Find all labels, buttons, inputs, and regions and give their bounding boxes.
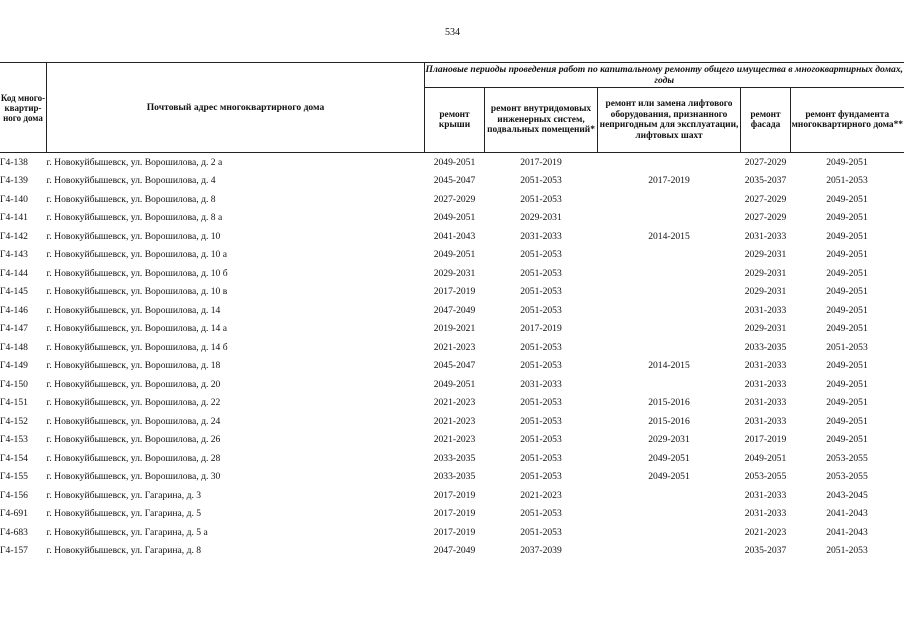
row-code: Г4-155 [0,471,28,483]
row-address: г. Новокуйбышевск, ул. Ворошилова, д. 8 а [46,212,223,224]
row-elevator [598,338,741,357]
row-code: Г4-154 [0,452,28,464]
row-systems: 2017-2019 [520,323,562,335]
row-code: Г4-139 [0,175,28,187]
row-foundation: 2043-2045 [826,489,868,501]
table-row [0,209,904,228]
row-foundation: 2049-2051 [826,434,868,446]
page-number: 534 [445,27,460,38]
row-address: г. Новокуйбышевск, ул. Гагарина, д. 3 [46,489,202,501]
row-elevator [598,264,741,283]
row-elevator: 2014-2015 [648,230,690,242]
table-row [0,246,904,265]
row-foundation: 2049-2051 [826,415,868,427]
row-facade: 2029-2031 [744,286,787,298]
row-facade: 2035-2037 [744,175,787,187]
row-address: г. Новокуйбышевск, ул. Ворошилова, д. 22 [46,397,221,409]
table-row [0,505,904,524]
row-roof: 2021-2023 [433,397,476,409]
row-systems: 2051-2053 [520,360,562,372]
table-row [0,468,904,487]
row-elevator [598,486,741,505]
row-facade: 2029-2031 [744,249,787,261]
row-address: г. Новокуйбышевск, ул. Ворошилова, д. 4 [46,175,216,187]
row-address: г. Новокуйбышевск, ул. Ворошилова, д. 10 а [46,249,227,261]
row-code: Г4-140 [0,193,28,205]
header-code: Код много-квартир-ного дома [0,63,47,153]
row-code: Г4-691 [0,508,28,520]
row-systems: 2029-2031 [520,212,562,224]
row-address: г. Новокуйбышевск, ул. Ворошилова, д. 10 б [46,267,228,279]
row-elevator: 2017-2019 [648,175,690,187]
row-elevator: 2015-2016 [648,397,690,409]
row-elevator [598,301,741,320]
table-row [0,264,904,283]
row-code: Г4-148 [0,341,28,353]
row-roof: 2045-2047 [433,175,476,187]
table-header [0,63,904,153]
row-roof: 2047-2049 [433,304,476,316]
row-address: г. Новокуйбышевск, ул. Ворошилова, д. 20 [46,378,221,390]
table-row [0,357,904,376]
row-code: Г4-144 [0,267,28,279]
row-roof: 2033-2035 [433,452,476,464]
row-elevator: 2015-2016 [648,415,690,427]
row-facade: 2017-2019 [744,434,787,446]
row-code: Г4-141 [0,212,28,224]
row-address: г. Новокуйбышевск, ул. Ворошилова, д. 18 [46,360,221,372]
row-address: г. Новокуйбышевск, ул. Ворошилова, д. 8 [46,193,216,205]
row-systems: 2051-2053 [520,397,562,409]
row-facade: 2049-2051 [744,452,787,464]
row-roof: 2019-2021 [433,323,476,335]
row-facade: 2027-2029 [744,212,787,224]
row-foundation: 2049-2051 [826,156,868,168]
table-row [0,449,904,468]
row-elevator [598,246,741,265]
header-elevator: ремонт или замена лифтового оборудования, признанного непригодным для эксплуатации, лифтовых шахт [598,88,741,153]
row-code: Г4-683 [0,526,28,538]
row-foundation: 2049-2051 [826,378,868,390]
row-roof: 2017-2019 [433,286,476,298]
table-row [0,412,904,431]
row-code: Г4-138 [0,156,28,168]
row-facade: 2031-2033 [744,489,787,501]
row-foundation: 2049-2051 [826,286,868,298]
row-roof: 2017-2019 [433,508,476,520]
row-code: Г4-145 [0,286,28,298]
row-foundation: 2049-2051 [826,249,868,261]
row-roof: 2049-2051 [433,249,476,261]
row-facade: 2031-2033 [744,415,787,427]
row-elevator: 2014-2015 [648,360,690,372]
row-systems: 2051-2053 [520,193,562,205]
row-address: г. Новокуйбышевск, ул. Гагарина, д. 8 [46,545,202,557]
row-address: г. Новокуйбышевск, ул. Ворошилова, д. 28 [46,452,221,464]
row-elevator [598,505,741,524]
row-roof: 2049-2051 [433,212,476,224]
row-code: Г4-153 [0,434,28,446]
row-foundation: 2041-2043 [826,508,868,520]
table-row [0,301,904,320]
row-address: г. Новокуйбышевск, ул. Ворошилова, д. 2 а [46,156,223,168]
row-code: Г4-156 [0,489,28,501]
row-code: Г4-149 [0,360,28,372]
row-code: Г4-152 [0,415,28,427]
row-code: Г4-150 [0,378,28,390]
table-row [0,375,904,394]
row-foundation: 2051-2053 [826,341,868,353]
row-address: г. Новокуйбышевск, ул. Ворошилова, д. 14 [46,304,221,316]
row-elevator [598,209,741,228]
row-elevator [598,153,741,172]
table-row [0,338,904,357]
table-row [0,172,904,191]
repair-schedule-table [0,62,904,560]
row-systems: 2051-2053 [520,267,562,279]
header-address: Почтовый адрес многоквартирного дома [47,63,425,153]
row-roof: 2033-2035 [433,471,476,483]
row-foundation: 2053-2055 [826,452,868,464]
row-facade: 2031-2033 [744,378,787,390]
row-systems: 2031-2033 [520,230,562,242]
row-facade: 2053-2055 [744,471,787,483]
row-foundation: 2051-2053 [826,175,868,187]
row-roof: 2049-2051 [433,156,476,168]
row-address: г. Новокуйбышевск, ул. Ворошилова, д. 10 [46,230,221,242]
row-code: Г4-143 [0,249,28,261]
row-roof: 2029-2031 [433,267,476,279]
row-systems: 2051-2053 [520,508,562,520]
row-facade: 2027-2029 [744,156,787,168]
row-foundation: 2049-2051 [826,212,868,224]
table-row [0,394,904,413]
header-periods: Плановые периоды проведения работ по капитальному ремонту общего имущества в многоквартирных домах, годы [425,64,904,86]
header-foundation: ремонт фундамента многоквартирного дома** [791,109,903,130]
row-address: г. Новокуйбышевск, ул. Ворошилова, д. 14 а [46,323,227,335]
row-address: г. Новокуйбышевск, ул. Ворошилова, д. 14 б [46,341,228,353]
row-roof: 2045-2047 [433,360,476,372]
row-systems: 2051-2053 [520,286,562,298]
row-systems: 2051-2053 [520,304,562,316]
row-elevator: 2049-2051 [648,471,690,483]
row-foundation: 2049-2051 [826,267,868,279]
row-elevator [598,283,741,302]
row-elevator [598,542,741,561]
row-foundation: 2049-2051 [826,323,868,335]
row-roof: 2047-2049 [433,545,476,557]
table-body [0,153,904,561]
row-roof: 2017-2019 [433,489,476,501]
row-code: Г4-157 [0,545,28,557]
table-row [0,190,904,209]
row-systems: 2051-2053 [520,175,562,187]
row-code: Г4-146 [0,304,28,316]
table-row [0,523,904,542]
row-systems: 2051-2053 [520,249,562,261]
row-facade: 2021-2023 [744,526,787,538]
row-systems: 2017-2019 [520,156,562,168]
row-roof: 2041-2043 [433,230,476,242]
table-row [0,486,904,505]
row-systems: 2051-2053 [520,452,562,464]
row-facade: 2029-2031 [744,323,787,335]
header-systems: ремонт внутридомовых инженерных систем, подвальных помещений* [485,88,598,153]
row-systems: 2037-2039 [520,545,562,557]
row-foundation: 2049-2051 [826,304,868,316]
row-foundation: 2049-2051 [826,230,868,242]
header-roof: ремонт крыши [425,88,485,153]
row-systems: 2031-2033 [520,378,562,390]
row-systems: 2051-2053 [520,415,562,427]
row-facade: 2031-2033 [744,508,787,520]
row-roof: 2017-2019 [433,526,476,538]
row-foundation: 2049-2051 [826,193,868,205]
row-address: г. Новокуйбышевск, ул. Гагарина, д. 5 [46,508,202,520]
row-facade: 2027-2029 [744,193,787,205]
row-roof: 2021-2023 [433,341,476,353]
row-address: г. Новокуйбышевск, ул. Ворошилова, д. 10 в [46,286,228,298]
row-roof: 2027-2029 [433,193,476,205]
table-row [0,431,904,450]
row-code: Г4-151 [0,397,28,409]
row-roof: 2021-2023 [433,434,476,446]
row-facade: 2031-2033 [744,304,787,316]
row-roof: 2021-2023 [433,415,476,427]
row-elevator [598,523,741,542]
row-facade: 2033-2035 [744,341,787,353]
row-foundation: 2053-2055 [826,471,868,483]
row-address: г. Новокуйбышевск, ул. Гагарина, д. 5 а [46,526,208,538]
table-row [0,320,904,339]
row-elevator [598,320,741,339]
table-row [0,227,904,246]
row-systems: 2051-2053 [520,471,562,483]
row-facade: 2029-2031 [744,267,787,279]
row-elevator: 2049-2051 [648,452,690,464]
row-foundation: 2051-2053 [826,545,868,557]
row-facade: 2031-2033 [744,397,787,409]
header-facade: ремонт фасада [741,88,791,153]
row-foundation: 2049-2051 [826,360,868,372]
table-row [0,542,904,561]
row-systems: 2051-2053 [520,341,562,353]
table-row [0,283,904,302]
table-row [0,153,904,172]
row-facade: 2031-2033 [744,360,787,372]
row-foundation: 2041-2043 [826,526,868,538]
row-address: г. Новокуйбышевск, ул. Ворошилова, д. 24 [46,415,221,427]
row-roof: 2049-2051 [433,378,476,390]
row-systems: 2051-2053 [520,434,562,446]
row-code: Г4-147 [0,323,28,335]
row-elevator [598,375,741,394]
row-address: г. Новокуйбышевск, ул. Ворошилова, д. 26 [46,434,221,446]
row-code: Г4-142 [0,230,28,242]
row-facade: 2035-2037 [744,545,787,557]
row-elevator [598,190,741,209]
row-facade: 2031-2033 [744,230,787,242]
row-address: г. Новокуйбышевск, ул. Ворошилова, д. 30 [46,471,221,483]
row-systems: 2021-2023 [520,489,562,501]
row-systems: 2051-2053 [520,526,562,538]
row-foundation: 2049-2051 [826,397,868,409]
row-elevator: 2029-2031 [648,434,690,446]
